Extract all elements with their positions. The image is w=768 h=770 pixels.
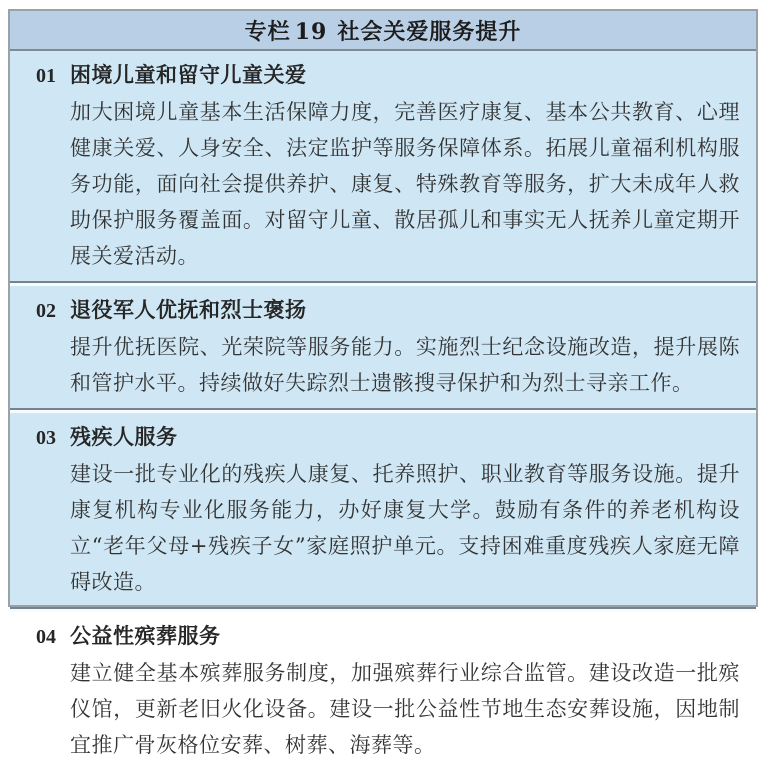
panel-title-number: 19 [294,18,328,45]
section-title: 退役军人优抚和烈士褒扬 [70,297,307,322]
section-title: 残疾人服务 [70,424,178,449]
section-body-text: 加大困境儿童基本生活保障力度，完善医疗康复、基本公共教育、心理健康关爱、人身安全、法定监护等服务保障体系。拓展儿童福利机构服务功能，面向社会提供养护、康复、特殊教育等服务，扩大未成年人救助保护服务覆盖面。对留守儿童、散居孤儿和事实无人抚养儿童定期开展关爱活动。 [70,100,740,268]
section-body-text: 建设一批专业化的残疾人康复、托养照护、职业教育等服务设施。提升康复机构专业化服务能力，办好康复大学。鼓励有条件的养老机构设立“老年父母+残疾子女”家庭照护单元。支持困难重度残疾人家庭无障碍改造。 [70,462,740,594]
panel-title [245,15,522,46]
section-veterans [10,286,756,408]
panel-header [10,11,756,51]
section-number: 04 [36,626,56,648]
section-heading [10,618,740,655]
panel-title-prefix: 专栏 [244,18,291,45]
section-number: 03 [36,427,56,449]
section-number: 01 [36,65,56,87]
section-children-care [10,51,756,281]
section-heading [10,57,740,94]
section-heading [10,419,740,456]
section-title: 困境儿童和留守儿童关爱 [70,62,307,87]
section-heading [10,292,740,329]
section-title: 公益性殡葬服务 [70,623,221,648]
panel-body [10,51,756,770]
panel-title-text: 社会关爱服务提升 [337,18,522,45]
policy-panel [8,9,758,757]
section-body-text: 提升优抚医院、光荣院等服务能力。实施烈士纪念设施改造，提升展陈和管护水平。持续做好失踪烈士遗骸搜寻保护和为烈士寻亲工作。 [70,335,740,395]
section-disabled-services [10,413,756,607]
section-funeral-services [10,612,756,770]
section-body-text: 建立健全基本殡葬服务制度，加强殡葬行业综合监管。建设改造一批殡仪馆，更新老旧火化设备。建设一批公益性节地生态安葬设施，因地制宜推广骨灰格位安葬、树葬、海葬等。 [70,661,740,757]
section-number: 02 [36,300,56,322]
